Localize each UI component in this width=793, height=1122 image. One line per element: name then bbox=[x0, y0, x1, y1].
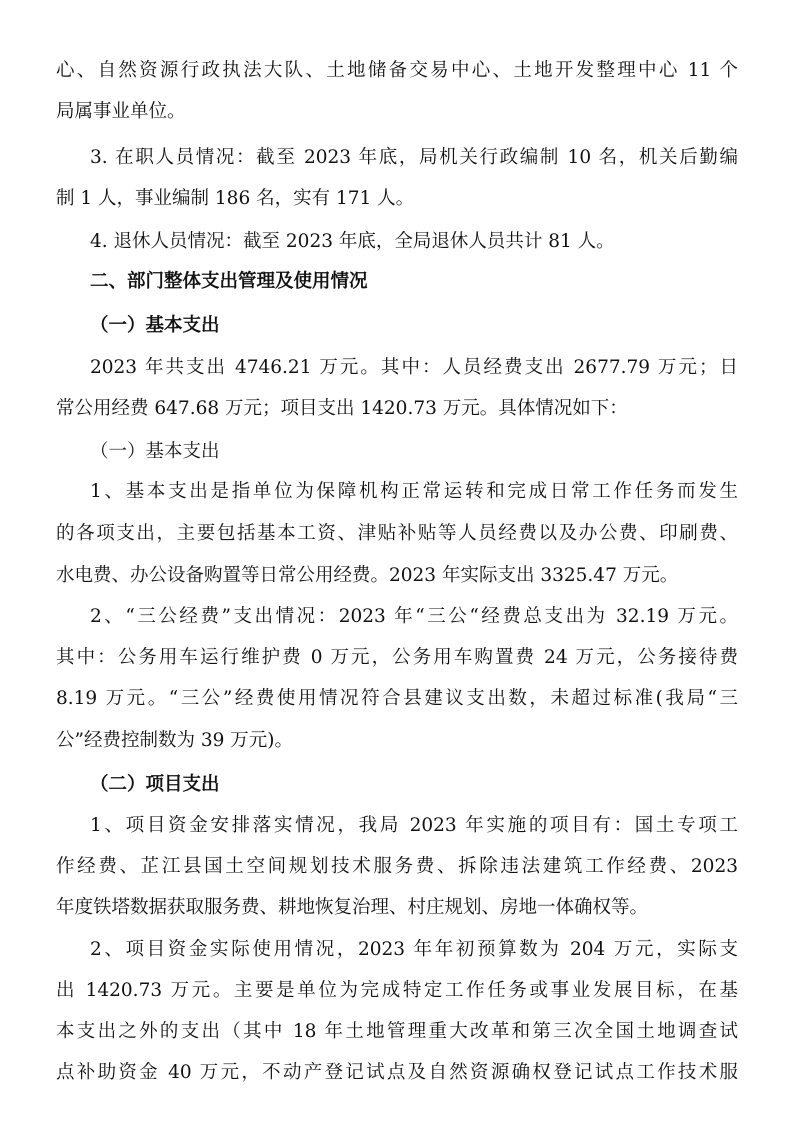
paragraph-line: 点补助资金 40 万元，不动产登记试点及自然资源确权登记试点工作技术服 bbox=[56, 1062, 738, 1083]
paragraph-line: 公”经费控制数为 39 万元)。 bbox=[56, 730, 293, 751]
paragraph-line: 4. 退休人员情况：截至 2023 年底，全局退休人员共计 81 人。 bbox=[90, 231, 615, 252]
paragraph-line: 局属事业单位。 bbox=[56, 101, 186, 122]
paragraph-line: 常公用经费 647.68 万元；项目支出 1420.73 万元。具体情况如下： bbox=[56, 398, 628, 419]
paragraph-line: 心、自然资源行政执法大队、土地储备交易中心、土地开发整理中心 11 个 bbox=[56, 60, 738, 81]
paragraph-line: 2、“三公经费”支出情况：2023 年“三公“经费总支出为 32.19 万元。 bbox=[90, 606, 738, 627]
paragraph-line: 制 1 人，事业编制 186 名，实有 171 人。 bbox=[56, 188, 415, 209]
paragraph-line: 其中：公务用车运行维护费 0 万元，公务用车购置费 24 万元，公务接待费 bbox=[56, 647, 738, 668]
subsection-heading: （一）基本支出 bbox=[90, 315, 220, 336]
section-heading: 二、部门整体支出管理及使用情况 bbox=[90, 271, 368, 292]
paragraph-line: 1、基本支出是指单位为保障机构正常运转和完成日常工作任务而发生 bbox=[90, 481, 738, 502]
paragraph-line: 1、项目资金安排落实情况，我局 2023 年实施的项目有：国土专项工 bbox=[90, 815, 738, 836]
paragraph-line: 2023 年共支出 4746.21 万元。其中：人员经费支出 2677.79 万元；日 bbox=[90, 357, 738, 378]
subsection-heading-plain: （一）基本支出 bbox=[90, 441, 220, 462]
paragraph-line: 水电费、办公设备购置等日常公用经费。2023 年实际支出 3325.47 万元。 bbox=[56, 565, 679, 586]
paragraph-line: 8.19 万元。“三公”经费使用情况符合县建议支出数，未超过标准(我局“三 bbox=[56, 688, 738, 709]
paragraph-line: 出 1420.73 万元。主要是单位为完成特定工作任务或事业发展目标，在基 bbox=[56, 980, 738, 1001]
paragraph-line: 2、项目资金实际使用情况，2023 年年初预算数为 204 万元，实际支 bbox=[90, 939, 738, 960]
paragraph-line: 作经费、芷江县国土空间规划技术服务费、拆除违法建筑工作经费、2023 bbox=[56, 856, 738, 877]
subsection-heading: （二）项目支出 bbox=[90, 774, 220, 795]
paragraph-line: 的各项支出，主要包括基本工资、津贴补贴等人员经费以及办公费、印刷费、 bbox=[56, 523, 738, 544]
paragraph-line: 年度铁塔数据获取服务费、耕地恢复治理、村庄规划、房地一体确权等。 bbox=[56, 897, 649, 918]
paragraph-line: 本支出之外的支出（其中 18 年土地管理重大改革和第三次全国土地调查试 bbox=[56, 1021, 738, 1042]
paragraph-line: 3. 在职人员情况：截至 2023 年底，局机关行政编制 10 名，机关后勤编 bbox=[90, 147, 738, 168]
